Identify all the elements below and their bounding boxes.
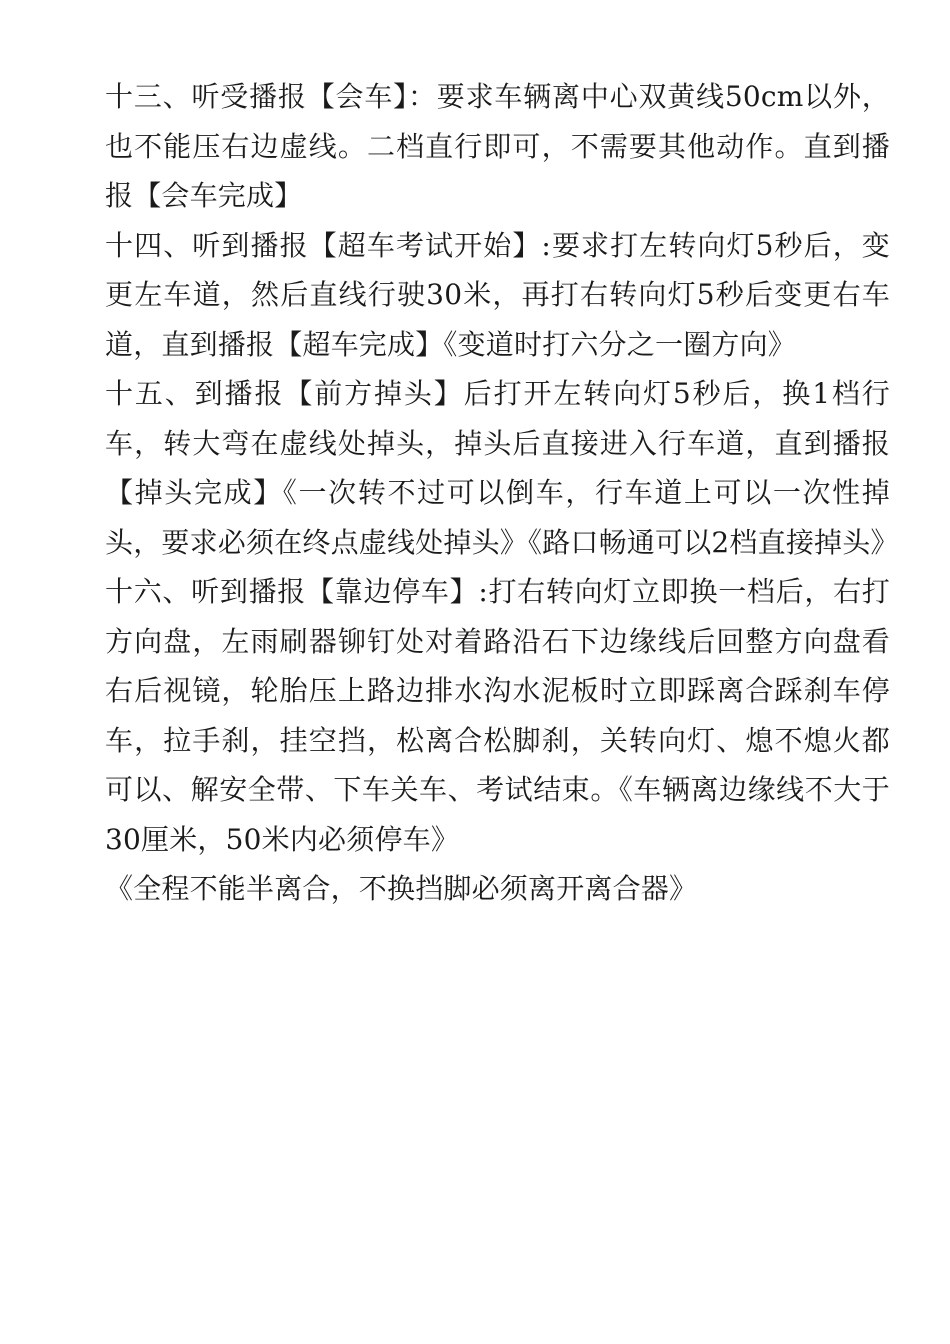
paragraph-16-pull-over: 十六、听到播报【靠边停车】:打右转向灯立即换一档后，右打方向盘，左雨刷器铆钉处对着路沿石下边缘线后回整方向盘看右后视镜，轮胎压上路边排水沟水泥板时立即踩离合踩刹车停车，拉手刹，挂空挡，松离合松脚刹，关转向灯、熄不熄火都可以、解安全带、下车关车、考试结束。《车辆离边缘线不大于30厘米，50米内必须停车》 bbox=[105, 575, 890, 856]
final-note: 《全程不能半离合，不换挡脚必须离开离合器》 bbox=[105, 872, 698, 905]
paragraph-14-overtaking: 十四、听到播报【超车考试开始】:要求打左转向灯5秒后，变更左车道，然后直线行驶30米，再打右转向灯5秒后变更右车道，直到播报【超车完成】《变道时打六分之一圈方向》 bbox=[105, 228, 890, 361]
document-page bbox=[105, 72, 899, 914]
paragraph-13-meeting-vehicle: 十三、听受播报【会车】：要求车辆离中心双黄线50cm以外，也不能压右边虚线。二档直行即可，不需要其他动作。直到播报【会车完成】 bbox=[105, 80, 890, 212]
paragraph-15-u-turn: 十五、到播报【前方掉头】后打开左转向灯5秒后，换1档行车，转大弯在虚线处掉头，掉头后直接进入行车道，直到播报【掉头完成】《一次转不过可以倒车，行车道上可以一次性掉头，要求必须在终点虚线处掉头》《路口畅通可以2档直接掉头》 bbox=[105, 377, 899, 559]
